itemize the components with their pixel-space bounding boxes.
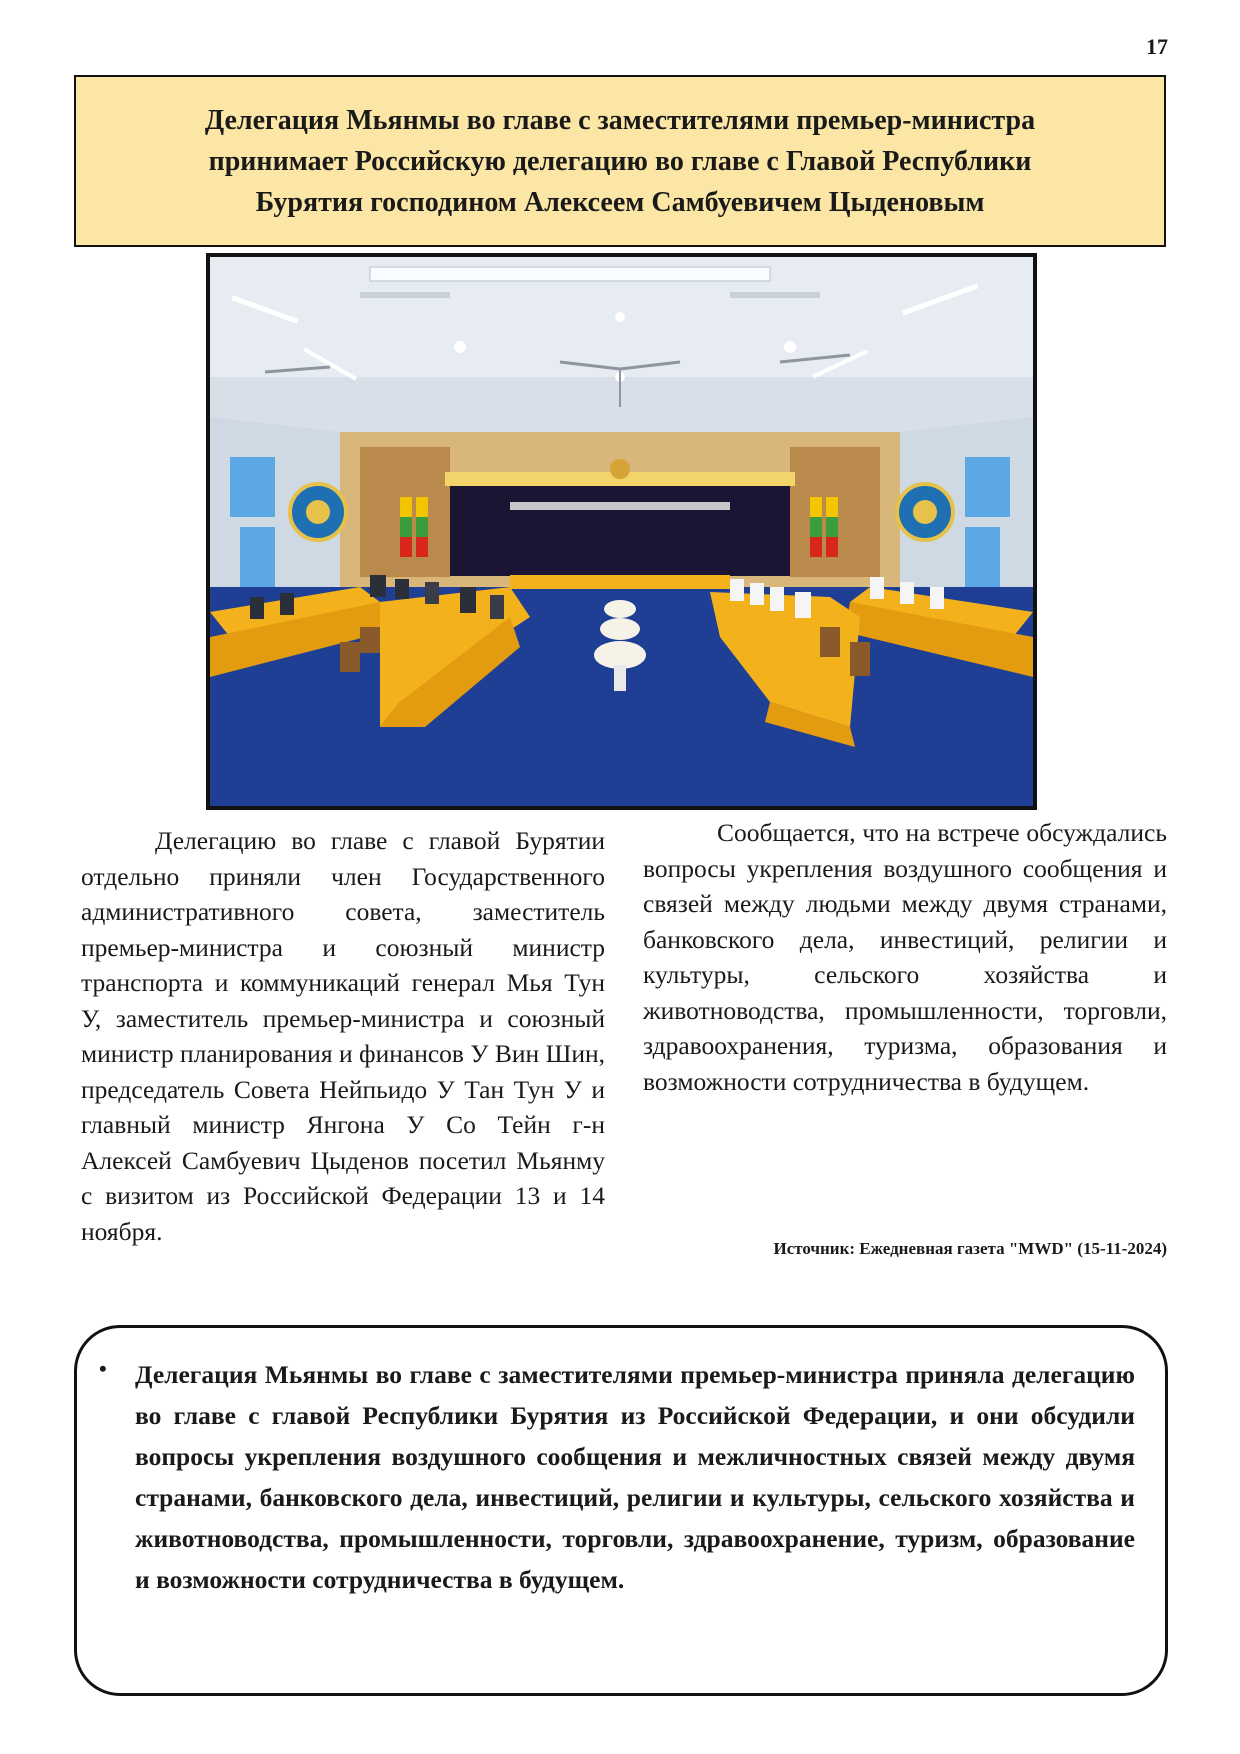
summary-text: Делегация Мьянмы во главе с заместителями премьер-министра приняла делегацию во главе с главой Республики Бурятия из Российской Федерации, и они обсудили вопросы укрепления воздушного сообщения и межличностных связей между двумя странами, банковского дела, инвестиций, религии и культуры, сельского хозяйства и животноводства, промышленности, торговли, здравоохранение, туризм, образование и возможности сотрудничества в будущем.	[135, 1360, 1135, 1594]
source-citation: Источник: Ежедневная газета "MWD" (15-11-2024)	[773, 1239, 1167, 1258]
meeting-photo-illustration	[210, 257, 1033, 806]
page-number: 17	[1146, 34, 1168, 59]
article-left-column	[81, 823, 605, 1249]
article-right-column	[643, 815, 1167, 1099]
headline-line-3: Бурятия господином Алексеем Самбуевичем Цыденовым	[255, 186, 985, 218]
headline-line-2: принимает Российскую делегацию во главе с Главой Республики	[208, 145, 1032, 177]
meeting-photo	[206, 253, 1037, 810]
summary-box	[74, 1325, 1168, 1696]
bullet-icon: •	[99, 1356, 107, 1381]
headline	[120, 100, 1120, 223]
headline-box	[74, 75, 1166, 247]
article-left-paragraph: Делегацию во главе с главой Бурятии отдельно приняли член Государственного административного совета, заместитель премьер-министра и союзный министр транспорта и коммуникаций генерал Мья Тун У, заместитель премьер-министра и союзный министр планирования и финансов У Вин Шин, председатель Совета Нейпьидо У Тан Тун У и главный министр Янгона У Со Тейн г-н Алексей Самбуевич Цыденов посетил Мьянму с визитом из Российской Федерации 13 и 14 ноября.	[81, 826, 605, 1246]
article-right-paragraph: Сообщается, что на встрече обсуждались вопросы укрепления воздушного сообщения и связей между людьми между двумя странами, банковского дела, инвестиций, религии и культуры, сельского хозяйства и животноводства, промышленности, торговли, здравоохранения, туризма, образования и возможности сотрудничества в будущем.	[643, 818, 1167, 1096]
headline-line-1: Делегация Мьянмы во главе с заместителями премьер-министра	[204, 104, 1036, 136]
